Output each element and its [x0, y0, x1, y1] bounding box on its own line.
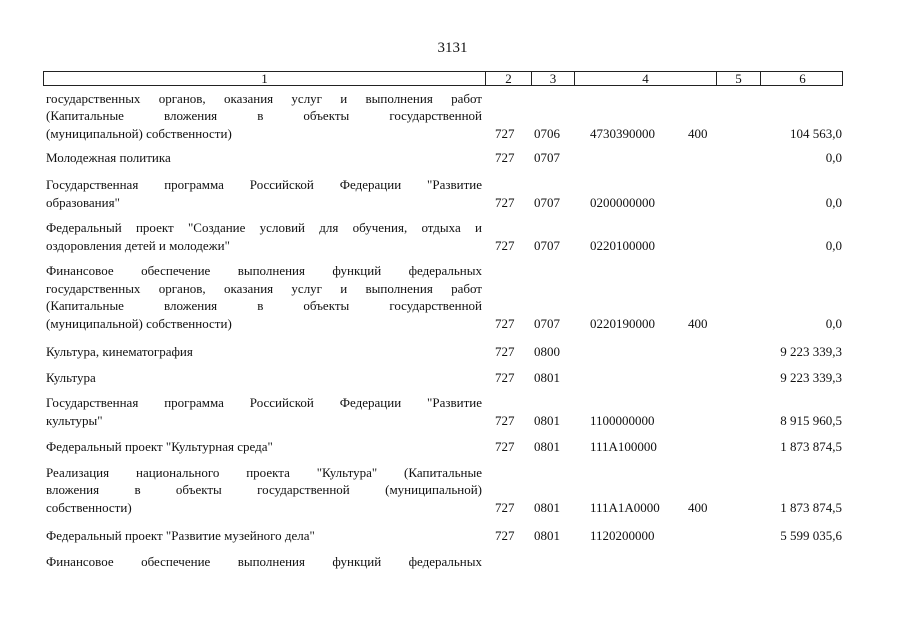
- col-gr: 727: [495, 412, 515, 428]
- row-name-line: Культура: [46, 369, 96, 385]
- col-vr: 400: [688, 125, 708, 141]
- row-name-line: (муниципальной) собственности): [46, 125, 232, 141]
- row-name-line: культуры": [46, 412, 103, 428]
- col-sum: 104 563,0: [790, 125, 842, 141]
- row-name-line: Федеральный проект "Развитие музейного дела": [46, 527, 315, 543]
- col-sum: 0,0: [825, 194, 842, 210]
- col-gr: 727: [495, 343, 515, 359]
- row-name-line: Федеральный проект "Культурная среда": [46, 438, 273, 454]
- col-gr: 727: [495, 369, 515, 385]
- col-csr: 4730390000: [590, 125, 655, 141]
- row-name-line: Федеральный проект "Создание условий для обучения, отдыха и: [46, 220, 482, 235]
- col-sum: 8 915 960,5: [780, 412, 842, 428]
- row-name-line: Финансовое обеспечение выполнения функций федеральных: [46, 263, 482, 278]
- col-csr: 0220190000: [590, 315, 655, 331]
- col-gr: 727: [495, 237, 515, 253]
- col-rz: 0707: [534, 194, 560, 210]
- col-rz: 0801: [534, 412, 560, 428]
- col-csr: 0200000000: [590, 194, 655, 210]
- col-rz: 0707: [534, 149, 560, 165]
- col-rz: 0800: [534, 343, 560, 359]
- row-name-line: Молодежная политика: [46, 149, 171, 165]
- row-name-line: государственных органов, оказания услуг и выполнения работ: [46, 90, 482, 106]
- col-rz: 0801: [534, 527, 560, 543]
- col-sum: 0,0: [825, 149, 842, 165]
- col-gr: 727: [495, 438, 515, 454]
- col-csr: 0220100000: [590, 237, 655, 253]
- col-vr: 400: [688, 499, 708, 515]
- row-name-line: (Капитальные вложения в объекты государственной: [46, 108, 482, 123]
- row-name: [46, 553, 482, 571]
- col-gr: 727: [495, 125, 515, 141]
- col-sum: 1 873 874,5: [780, 438, 842, 454]
- row-name-line: Культура, кинематография: [46, 343, 193, 359]
- header-col-5: 5: [716, 72, 760, 85]
- row-name-line: Реализация национального проекта "Культура" (Капитальные: [46, 464, 482, 480]
- row-name-line: Государственная программа Российской Федерации "Развитие: [46, 395, 482, 410]
- col-gr: 727: [495, 194, 515, 210]
- row-name-line: вложения в объекты государственной (муниципальной): [46, 482, 482, 497]
- row-name-line: (муниципальной) собственности): [46, 315, 232, 331]
- col-sum: 0,0: [825, 237, 842, 253]
- col-gr: 727: [495, 149, 515, 165]
- page-number: 3131: [437, 40, 468, 56]
- col-sum: 5 599 035,6: [780, 527, 842, 543]
- row-name-line: (Капитальные вложения в объекты государственной: [46, 298, 482, 313]
- row-name-line: образования": [46, 194, 120, 210]
- col-rz: 0706: [534, 125, 560, 141]
- col-rz: 0801: [534, 499, 560, 515]
- header-col-2: 2: [485, 72, 531, 85]
- row-name-line: государственных органов, оказания услуг и выполнения работ: [46, 280, 482, 296]
- col-rz: 0801: [534, 369, 560, 385]
- col-vr: 400: [688, 315, 708, 331]
- col-sum: 0,0: [825, 315, 842, 331]
- col-sum: 1 873 874,5: [780, 499, 842, 515]
- col-rz: 0801: [534, 438, 560, 454]
- col-gr: 727: [495, 499, 515, 515]
- col-csr: 1100000000: [590, 412, 655, 428]
- col-gr: 727: [495, 315, 515, 331]
- col-rz: 0707: [534, 315, 560, 331]
- col-gr: 727: [495, 527, 515, 543]
- col-sum: 9 223 339,3: [780, 343, 842, 359]
- row-name-line: Финансовое обеспечение выполнения функций федеральных: [46, 553, 482, 569]
- row-name-line: собственности): [46, 499, 132, 515]
- col-csr: 111A100000: [590, 438, 657, 454]
- col-sum: 9 223 339,3: [780, 369, 842, 385]
- row-name-line: Государственная программа Российской Федерации "Развитие: [46, 177, 482, 192]
- header-col-3: 3: [531, 72, 574, 85]
- col-csr: 111A1A0000: [590, 499, 660, 515]
- header-col-6: 6: [760, 72, 844, 85]
- col-rz: 0707: [534, 237, 560, 253]
- col-csr: 1120200000: [590, 527, 655, 543]
- header-col-4: 4: [574, 72, 716, 85]
- header-col-1: 1: [261, 71, 268, 86]
- row-name-line: оздоровления детей и молодежи": [46, 237, 230, 253]
